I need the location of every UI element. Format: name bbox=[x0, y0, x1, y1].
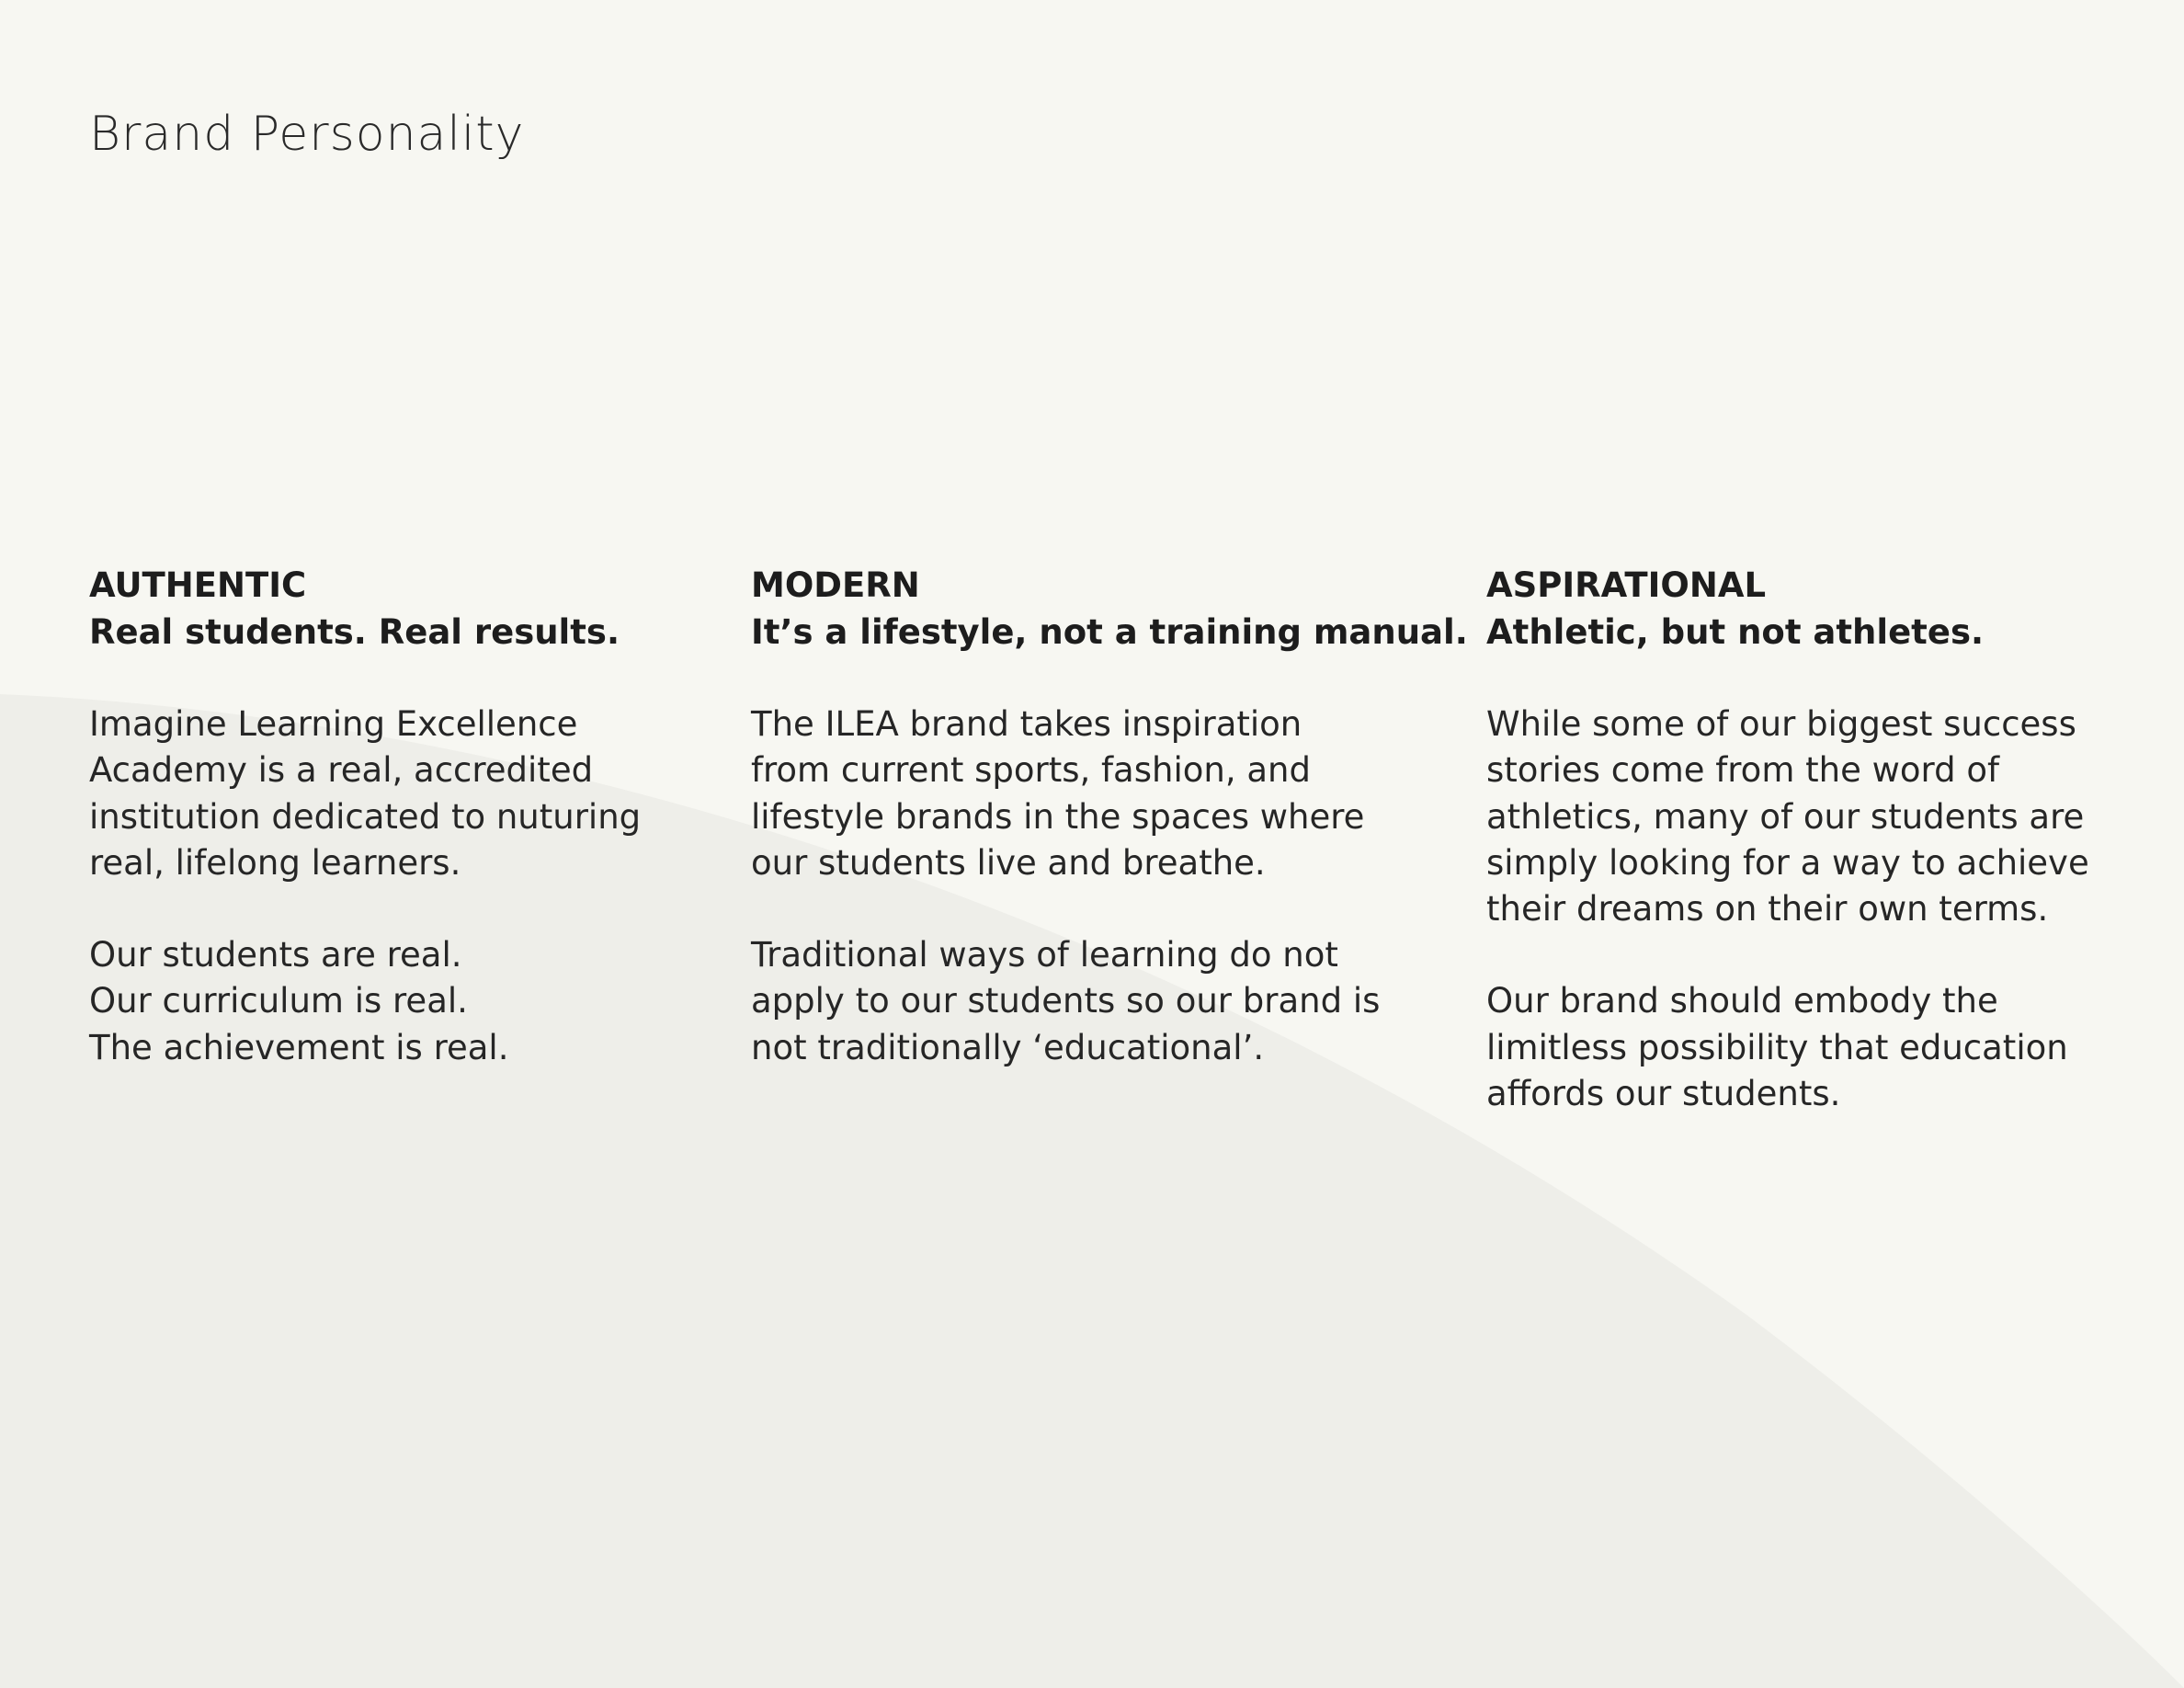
paragraph-line: limitless possibility that education bbox=[1486, 1027, 2068, 1067]
column-heading: MODERN bbox=[751, 565, 920, 605]
column-tagline: It’s a lifestyle, not a training manual. bbox=[751, 612, 1468, 652]
paragraph-line: affords our students. bbox=[1486, 1074, 1841, 1114]
paragraph-line: Our students are real. bbox=[89, 935, 462, 975]
paragraph-line: The achievement is real. bbox=[89, 1027, 509, 1067]
column-tagline: Athletic, but not athletes. bbox=[1486, 612, 1985, 652]
paragraph-line: institution dedicated to nuturing bbox=[89, 796, 642, 837]
column-aspirational bbox=[1486, 562, 2130, 1163]
column-paragraph bbox=[1486, 978, 2130, 1117]
paragraph-line: While some of our biggest success bbox=[1486, 704, 2076, 744]
paragraph-line: lifestyle brands in the spaces where bbox=[751, 796, 1365, 837]
paragraph-line: Academy is a real, accredited bbox=[89, 750, 594, 791]
column-heading: ASPIRATIONAL bbox=[1486, 565, 1767, 605]
paragraph-line: apply to our students so our brand is bbox=[751, 981, 1381, 1021]
column-paragraph bbox=[89, 932, 687, 1071]
column-paragraph bbox=[751, 701, 1394, 886]
column-heading: AUTHENTIC bbox=[89, 565, 307, 605]
paragraph-line: Our brand should embody the bbox=[1486, 981, 1998, 1021]
column-modern bbox=[751, 562, 1468, 1117]
column-tagline: Real students. Real results. bbox=[89, 612, 620, 652]
paragraph-line: The ILEA brand takes inspiration bbox=[751, 704, 1302, 744]
paragraph-line: stories come from the word of bbox=[1486, 750, 1999, 791]
column-paragraph bbox=[751, 932, 1394, 1071]
paragraph-line: Traditional ways of learning do not bbox=[751, 935, 1338, 975]
paragraph-line: not traditionally ‘educational’. bbox=[751, 1027, 1265, 1067]
paragraph-line: their dreams on their own terms. bbox=[1486, 889, 2049, 930]
paragraph-line: simply looking for a way to achieve bbox=[1486, 842, 2089, 883]
column-authentic bbox=[89, 562, 687, 1117]
column-paragraph bbox=[1486, 701, 2130, 932]
paragraph-line: Imagine Learning Excellence bbox=[89, 704, 578, 744]
paragraph-line: athletics, many of our students are bbox=[1486, 796, 2085, 837]
paragraph-line: from current sports, fashion, and bbox=[751, 750, 1311, 791]
paragraph-line: real, lifelong learners. bbox=[89, 842, 461, 883]
paragraph-line: Our curriculum is real. bbox=[89, 981, 468, 1021]
column-paragraph bbox=[89, 701, 687, 886]
paragraph-line: our students live and breathe. bbox=[751, 842, 1266, 883]
page-title: Brand Personality bbox=[89, 107, 525, 162]
